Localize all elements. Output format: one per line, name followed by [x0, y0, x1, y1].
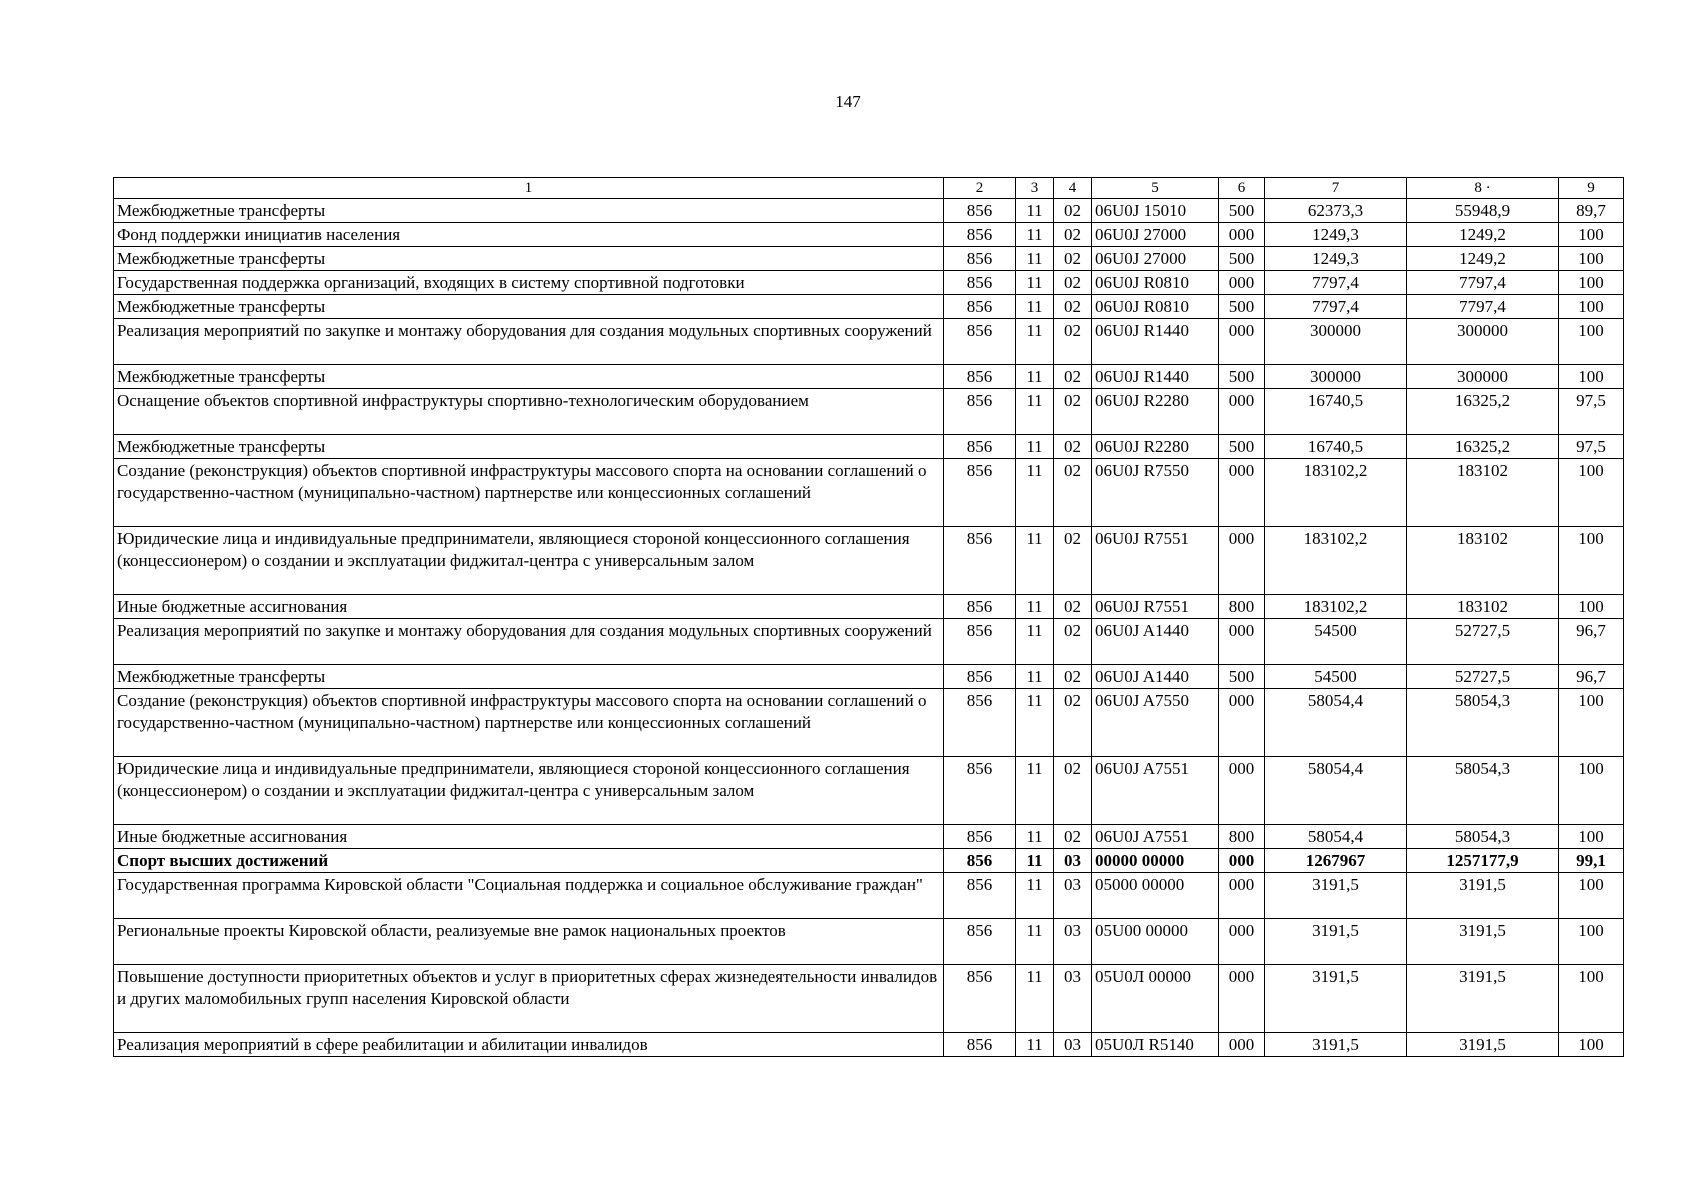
- planned-amount-cell: 16740,5: [1265, 435, 1407, 459]
- admin-code-cell: 856: [944, 247, 1016, 271]
- actual-amount-cell: 3191,5: [1407, 1033, 1559, 1057]
- admin-code-cell: 856: [944, 199, 1016, 223]
- row-name-cell: Реализация мероприятий по закупке и монтажу оборудования для создания модульных спортивных сооружений: [114, 619, 944, 665]
- admin-code-cell: 856: [944, 223, 1016, 247]
- actual-amount-cell: 3191,5: [1407, 965, 1559, 1033]
- target-article-cell: 06U0J R1440: [1092, 319, 1219, 365]
- percent-cell: 100: [1559, 319, 1624, 365]
- subsection-cell: 03: [1054, 849, 1092, 873]
- admin-code-cell: 856: [944, 619, 1016, 665]
- percent-cell: 99,1: [1559, 849, 1624, 873]
- percent-cell: 100: [1559, 825, 1624, 849]
- target-article-cell: 06U0J A7551: [1092, 757, 1219, 825]
- target-article-cell: 06U0J R0810: [1092, 295, 1219, 319]
- expense-type-cell: 000: [1219, 689, 1265, 757]
- expense-type-cell: 000: [1219, 459, 1265, 527]
- target-article-cell: 00000 00000: [1092, 849, 1219, 873]
- target-article-cell: 06U0J A1440: [1092, 665, 1219, 689]
- actual-amount-cell: 183102: [1407, 459, 1559, 527]
- subsection-cell: 03: [1054, 1033, 1092, 1057]
- table-row: [114, 619, 1624, 665]
- admin-code-cell: 856: [944, 757, 1016, 825]
- row-name-cell: Реализация мероприятий в сфере реабилитации и абилитации инвалидов: [114, 1033, 944, 1057]
- planned-amount-cell: 183102,2: [1265, 595, 1407, 619]
- section-cell: 11: [1016, 619, 1054, 665]
- section-cell: 11: [1016, 389, 1054, 435]
- table-row: [114, 365, 1624, 389]
- admin-code-cell: 856: [944, 319, 1016, 365]
- admin-code-cell: 856: [944, 271, 1016, 295]
- table-row: [114, 459, 1624, 527]
- row-name-cell: Фонд поддержки инициатив населения: [114, 223, 944, 247]
- subsection-cell: 02: [1054, 389, 1092, 435]
- admin-code-cell: 856: [944, 825, 1016, 849]
- percent-cell: 96,7: [1559, 619, 1624, 665]
- percent-cell: 100: [1559, 873, 1624, 919]
- row-name-cell: Межбюджетные трансферты: [114, 247, 944, 271]
- planned-amount-cell: 183102,2: [1265, 459, 1407, 527]
- planned-amount-cell: 1249,3: [1265, 223, 1407, 247]
- percent-cell: 97,5: [1559, 435, 1624, 459]
- subsection-cell: 02: [1054, 365, 1092, 389]
- section-cell: 11: [1016, 271, 1054, 295]
- actual-amount-cell: 52727,5: [1407, 619, 1559, 665]
- subsection-cell: 02: [1054, 619, 1092, 665]
- column-header: 4: [1054, 178, 1092, 199]
- planned-amount-cell: 1267967: [1265, 849, 1407, 873]
- planned-amount-cell: 3191,5: [1265, 873, 1407, 919]
- admin-code-cell: 856: [944, 527, 1016, 595]
- column-header: 2: [944, 178, 1016, 199]
- section-cell: 11: [1016, 199, 1054, 223]
- expense-type-cell: 500: [1219, 365, 1265, 389]
- row-name-cell: Создание (реконструкция) объектов спортивной инфраструктуры массового спорта на основании соглашений о государственно-частном (муниципально-частном) партнерстве или концессионных соглашений: [114, 459, 944, 527]
- section-cell: 11: [1016, 223, 1054, 247]
- column-header: 7: [1265, 178, 1407, 199]
- target-article-cell: 06U0J 15010: [1092, 199, 1219, 223]
- section-cell: 11: [1016, 919, 1054, 965]
- section-cell: 11: [1016, 365, 1054, 389]
- percent-cell: 97,5: [1559, 389, 1624, 435]
- section-cell: 11: [1016, 459, 1054, 527]
- expense-type-cell: 500: [1219, 247, 1265, 271]
- planned-amount-cell: 7797,4: [1265, 295, 1407, 319]
- actual-amount-cell: 58054,3: [1407, 825, 1559, 849]
- column-header: 5: [1092, 178, 1219, 199]
- actual-amount-cell: 300000: [1407, 365, 1559, 389]
- target-article-cell: 06U0J R7551: [1092, 527, 1219, 595]
- percent-cell: 100: [1559, 459, 1624, 527]
- section-cell: 11: [1016, 757, 1054, 825]
- percent-cell: 89,7: [1559, 199, 1624, 223]
- table-row: [114, 527, 1624, 595]
- subsection-cell: 02: [1054, 199, 1092, 223]
- row-name-cell: Иные бюджетные ассигнования: [114, 595, 944, 619]
- row-name-cell: Межбюджетные трансферты: [114, 665, 944, 689]
- target-article-cell: 06U0J A1440: [1092, 619, 1219, 665]
- expense-type-cell: 500: [1219, 665, 1265, 689]
- subsection-cell: 03: [1054, 965, 1092, 1033]
- row-name-cell: Государственная поддержка организаций, входящих в систему спортивной подготовки: [114, 271, 944, 295]
- expense-type-cell: 000: [1219, 619, 1265, 665]
- admin-code-cell: 856: [944, 689, 1016, 757]
- subsection-cell: 02: [1054, 295, 1092, 319]
- table-row: [114, 389, 1624, 435]
- percent-cell: 100: [1559, 595, 1624, 619]
- expense-type-cell: 000: [1219, 965, 1265, 1033]
- table-body: [114, 199, 1624, 1057]
- planned-amount-cell: 3191,5: [1265, 919, 1407, 965]
- subsection-cell: 02: [1054, 247, 1092, 271]
- table-row: [114, 271, 1624, 295]
- percent-cell: 100: [1559, 689, 1624, 757]
- actual-amount-cell: 1249,2: [1407, 223, 1559, 247]
- subsection-cell: 02: [1054, 757, 1092, 825]
- budget-table: [113, 177, 1624, 1057]
- admin-code-cell: 856: [944, 389, 1016, 435]
- expense-type-cell: 000: [1219, 527, 1265, 595]
- planned-amount-cell: 3191,5: [1265, 1033, 1407, 1057]
- admin-code-cell: 856: [944, 1033, 1016, 1057]
- row-name-cell: Реализация мероприятий по закупке и монтажу оборудования для создания модульных спортивных сооружений: [114, 319, 944, 365]
- column-header: 9: [1559, 178, 1624, 199]
- admin-code-cell: 856: [944, 873, 1016, 919]
- table-row: [114, 965, 1624, 1033]
- percent-cell: 100: [1559, 365, 1624, 389]
- section-cell: 11: [1016, 319, 1054, 365]
- planned-amount-cell: 3191,5: [1265, 965, 1407, 1033]
- target-article-cell: 05U0Л 00000: [1092, 965, 1219, 1033]
- column-header: 8 ·: [1407, 178, 1559, 199]
- admin-code-cell: 856: [944, 849, 1016, 873]
- percent-cell: 96,7: [1559, 665, 1624, 689]
- subsection-cell: 02: [1054, 527, 1092, 595]
- target-article-cell: 06U0J 27000: [1092, 247, 1219, 271]
- target-article-cell: 05000 00000: [1092, 873, 1219, 919]
- expense-type-cell: 800: [1219, 595, 1265, 619]
- planned-amount-cell: 1249,3: [1265, 247, 1407, 271]
- percent-cell: 100: [1559, 247, 1624, 271]
- actual-amount-cell: 52727,5: [1407, 665, 1559, 689]
- table-row: [114, 223, 1624, 247]
- actual-amount-cell: 7797,4: [1407, 295, 1559, 319]
- admin-code-cell: 856: [944, 365, 1016, 389]
- percent-cell: 100: [1559, 223, 1624, 247]
- expense-type-cell: 500: [1219, 435, 1265, 459]
- expense-type-cell: 000: [1219, 849, 1265, 873]
- section-cell: 11: [1016, 689, 1054, 757]
- planned-amount-cell: 300000: [1265, 365, 1407, 389]
- planned-amount-cell: 16740,5: [1265, 389, 1407, 435]
- subsection-cell: 02: [1054, 689, 1092, 757]
- planned-amount-cell: 62373,3: [1265, 199, 1407, 223]
- subsection-cell: 03: [1054, 919, 1092, 965]
- percent-cell: 100: [1559, 965, 1624, 1033]
- row-name-cell: Повышение доступности приоритетных объектов и услуг в приоритетных сферах жизнедеятельности инвалидов и других маломобильных групп населения Кировской области: [114, 965, 944, 1033]
- subsection-cell: 02: [1054, 459, 1092, 527]
- subsection-cell: 02: [1054, 595, 1092, 619]
- target-article-cell: 06U0J A7551: [1092, 825, 1219, 849]
- planned-amount-cell: 58054,4: [1265, 689, 1407, 757]
- actual-amount-cell: 3191,5: [1407, 919, 1559, 965]
- expense-type-cell: 000: [1219, 223, 1265, 247]
- expense-type-cell: 500: [1219, 295, 1265, 319]
- actual-amount-cell: 3191,5: [1407, 873, 1559, 919]
- percent-cell: 100: [1559, 757, 1624, 825]
- planned-amount-cell: 54500: [1265, 619, 1407, 665]
- section-cell: 11: [1016, 1033, 1054, 1057]
- target-article-cell: 06U0J R7551: [1092, 595, 1219, 619]
- table-row: [114, 919, 1624, 965]
- planned-amount-cell: 54500: [1265, 665, 1407, 689]
- planned-amount-cell: 183102,2: [1265, 527, 1407, 595]
- expense-type-cell: 000: [1219, 389, 1265, 435]
- section-cell: 11: [1016, 873, 1054, 919]
- actual-amount-cell: 300000: [1407, 319, 1559, 365]
- actual-amount-cell: 16325,2: [1407, 435, 1559, 459]
- subsection-cell: 03: [1054, 873, 1092, 919]
- expense-type-cell: 000: [1219, 757, 1265, 825]
- table-row: [114, 595, 1624, 619]
- actual-amount-cell: 1257177,9: [1407, 849, 1559, 873]
- column-header: 1: [114, 178, 944, 199]
- row-name-cell: Спорт высших достижений: [114, 849, 944, 873]
- planned-amount-cell: 58054,4: [1265, 757, 1407, 825]
- percent-cell: 100: [1559, 527, 1624, 595]
- target-article-cell: 06U0J R0810: [1092, 271, 1219, 295]
- section-cell: 11: [1016, 595, 1054, 619]
- table-row: [114, 825, 1624, 849]
- table-row: [114, 295, 1624, 319]
- section-cell: 11: [1016, 295, 1054, 319]
- admin-code-cell: 856: [944, 919, 1016, 965]
- target-article-cell: 05U0Л R5140: [1092, 1033, 1219, 1057]
- table-row: [114, 757, 1624, 825]
- section-cell: 11: [1016, 665, 1054, 689]
- expense-type-cell: 000: [1219, 1033, 1265, 1057]
- row-name-cell: Иные бюджетные ассигнования: [114, 825, 944, 849]
- section-cell: 11: [1016, 825, 1054, 849]
- target-article-cell: 06U0J R1440: [1092, 365, 1219, 389]
- actual-amount-cell: 55948,9: [1407, 199, 1559, 223]
- row-name-cell: Юридические лица и индивидуальные предприниматели, являющиеся стороной концессионного соглашения (концессионером) о создании и эксплуатации фиджитал-центра с универсальным залом: [114, 527, 944, 595]
- actual-amount-cell: 16325,2: [1407, 389, 1559, 435]
- section-cell: 11: [1016, 965, 1054, 1033]
- admin-code-cell: 856: [944, 595, 1016, 619]
- column-number-row: [114, 178, 1624, 199]
- section-cell: 11: [1016, 527, 1054, 595]
- subsection-cell: 02: [1054, 271, 1092, 295]
- row-name-cell: Межбюджетные трансферты: [114, 199, 944, 223]
- expense-type-cell: 000: [1219, 919, 1265, 965]
- table-row: [114, 1033, 1624, 1057]
- percent-cell: 100: [1559, 271, 1624, 295]
- subsection-cell: 02: [1054, 665, 1092, 689]
- actual-amount-cell: 183102: [1407, 527, 1559, 595]
- actual-amount-cell: 1249,2: [1407, 247, 1559, 271]
- row-name-cell: Межбюджетные трансферты: [114, 365, 944, 389]
- planned-amount-cell: 7797,4: [1265, 271, 1407, 295]
- target-article-cell: 06U0J 27000: [1092, 223, 1219, 247]
- expense-type-cell: 500: [1219, 199, 1265, 223]
- target-article-cell: 06U0J R2280: [1092, 435, 1219, 459]
- row-name-cell: Межбюджетные трансферты: [114, 295, 944, 319]
- column-header: 3: [1016, 178, 1054, 199]
- admin-code-cell: 856: [944, 459, 1016, 527]
- planned-amount-cell: 300000: [1265, 319, 1407, 365]
- planned-amount-cell: 58054,4: [1265, 825, 1407, 849]
- row-name-cell: Межбюджетные трансферты: [114, 435, 944, 459]
- target-article-cell: 06U0J A7550: [1092, 689, 1219, 757]
- actual-amount-cell: 58054,3: [1407, 689, 1559, 757]
- target-article-cell: 06U0J R7550: [1092, 459, 1219, 527]
- section-cell: 11: [1016, 435, 1054, 459]
- admin-code-cell: 856: [944, 435, 1016, 459]
- target-article-cell: 06U0J R2280: [1092, 389, 1219, 435]
- row-name-cell: Юридические лица и индивидуальные предприниматели, являющиеся стороной концессионного соглашения (концессионером) о создании и эксплуатации фиджитал-центра с универсальным залом: [114, 757, 944, 825]
- page-number: 147: [835, 92, 861, 111]
- percent-cell: 100: [1559, 1033, 1624, 1057]
- actual-amount-cell: 183102: [1407, 595, 1559, 619]
- expense-type-cell: 000: [1219, 873, 1265, 919]
- subsection-cell: 02: [1054, 223, 1092, 247]
- subsection-cell: 02: [1054, 435, 1092, 459]
- expense-type-cell: 000: [1219, 319, 1265, 365]
- target-article-cell: 05U00 00000: [1092, 919, 1219, 965]
- table-row: [114, 849, 1624, 873]
- percent-cell: 100: [1559, 295, 1624, 319]
- table-row: [114, 665, 1624, 689]
- row-name-cell: Оснащение объектов спортивной инфраструктуры спортивно-технологическим оборудованием: [114, 389, 944, 435]
- table-row: [114, 435, 1624, 459]
- admin-code-cell: 856: [944, 965, 1016, 1033]
- subsection-cell: 02: [1054, 825, 1092, 849]
- expense-type-cell: 800: [1219, 825, 1265, 849]
- expense-type-cell: 000: [1219, 271, 1265, 295]
- percent-cell: 100: [1559, 919, 1624, 965]
- row-name-cell: Создание (реконструкция) объектов спортивной инфраструктуры массового спорта на основании соглашений о государственно-частном (муниципально-частном) партнерстве или концессионных соглашений: [114, 689, 944, 757]
- admin-code-cell: 856: [944, 665, 1016, 689]
- row-name-cell: Региональные проекты Кировской области, реализуемые вне рамок национальных проектов: [114, 919, 944, 965]
- actual-amount-cell: 58054,3: [1407, 757, 1559, 825]
- row-name-cell: Государственная программа Кировской области "Социальная поддержка и социальное обслуживание граждан": [114, 873, 944, 919]
- table-row: [114, 319, 1624, 365]
- table-row: [114, 873, 1624, 919]
- column-header: 6: [1219, 178, 1265, 199]
- admin-code-cell: 856: [944, 295, 1016, 319]
- section-cell: 11: [1016, 849, 1054, 873]
- subsection-cell: 02: [1054, 319, 1092, 365]
- section-cell: 11: [1016, 247, 1054, 271]
- actual-amount-cell: 7797,4: [1407, 271, 1559, 295]
- table-row: [114, 689, 1624, 757]
- table-row: [114, 247, 1624, 271]
- table-row: [114, 199, 1624, 223]
